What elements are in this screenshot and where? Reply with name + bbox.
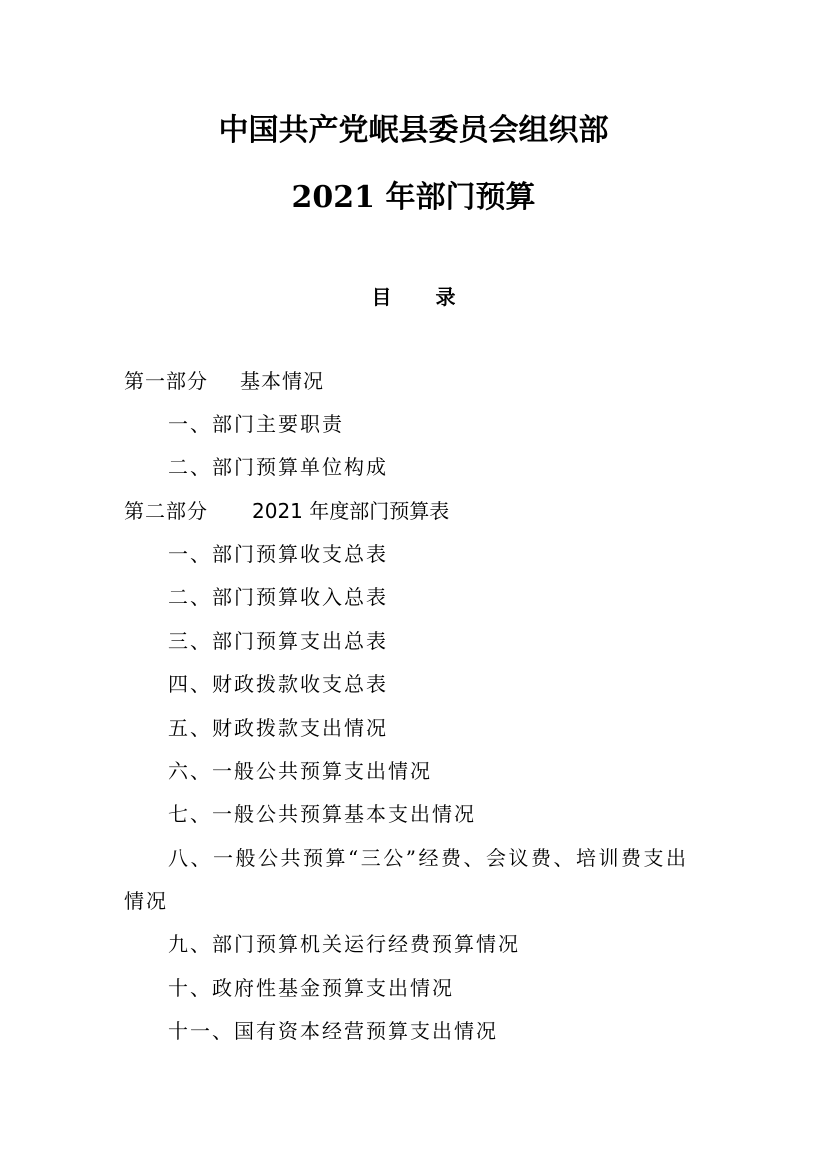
toc-part1-name: 基本情况 — [240, 369, 324, 393]
toc-heading-char2: 录 — [435, 285, 456, 309]
toc-item: 九、部门预算机关运行经费预算情况 — [168, 932, 520, 956]
toc-item: 二、部门预算单位构成 — [168, 455, 388, 479]
toc-item: 十、政府性基金预算支出情况 — [168, 976, 454, 1000]
toc-item: 四、财政拨款收支总表 — [168, 672, 388, 696]
toc-item: 一、部门主要职责 — [168, 412, 344, 436]
toc-item: 十一、国有资本经营预算支出情况 — [168, 1019, 498, 1043]
toc-item: 五、财政拨款支出情况 — [168, 716, 388, 740]
toc-part2 — [124, 496, 449, 526]
toc-item: 三、部门预算支出总表 — [168, 629, 388, 653]
document-title-line1: 中国共产党岷县委员会组织部 — [218, 113, 609, 148]
toc-item-continuation: 情况 — [124, 889, 168, 913]
toc-heading-char1: 目 — [371, 285, 392, 309]
toc-item: 二、部门预算收入总表 — [168, 585, 388, 609]
toc-part2-label: 第二部分 — [124, 499, 208, 523]
toc-item: 八、一般公共预算“三公”经费、会议费、培训费支出 — [168, 846, 689, 870]
toc-item: 六、一般公共预算支出情况 — [168, 759, 432, 783]
toc-part1 — [124, 366, 324, 396]
toc-part2-name: 2021 年度部门预算表 — [252, 499, 450, 523]
document-title-line2: 2021 年部门预算 — [291, 180, 536, 215]
toc-part1-label: 第一部分 — [124, 369, 208, 393]
toc-item: 一、部门预算收支总表 — [168, 542, 388, 566]
toc-heading — [0, 282, 827, 312]
toc-item: 七、一般公共预算基本支出情况 — [168, 802, 476, 826]
